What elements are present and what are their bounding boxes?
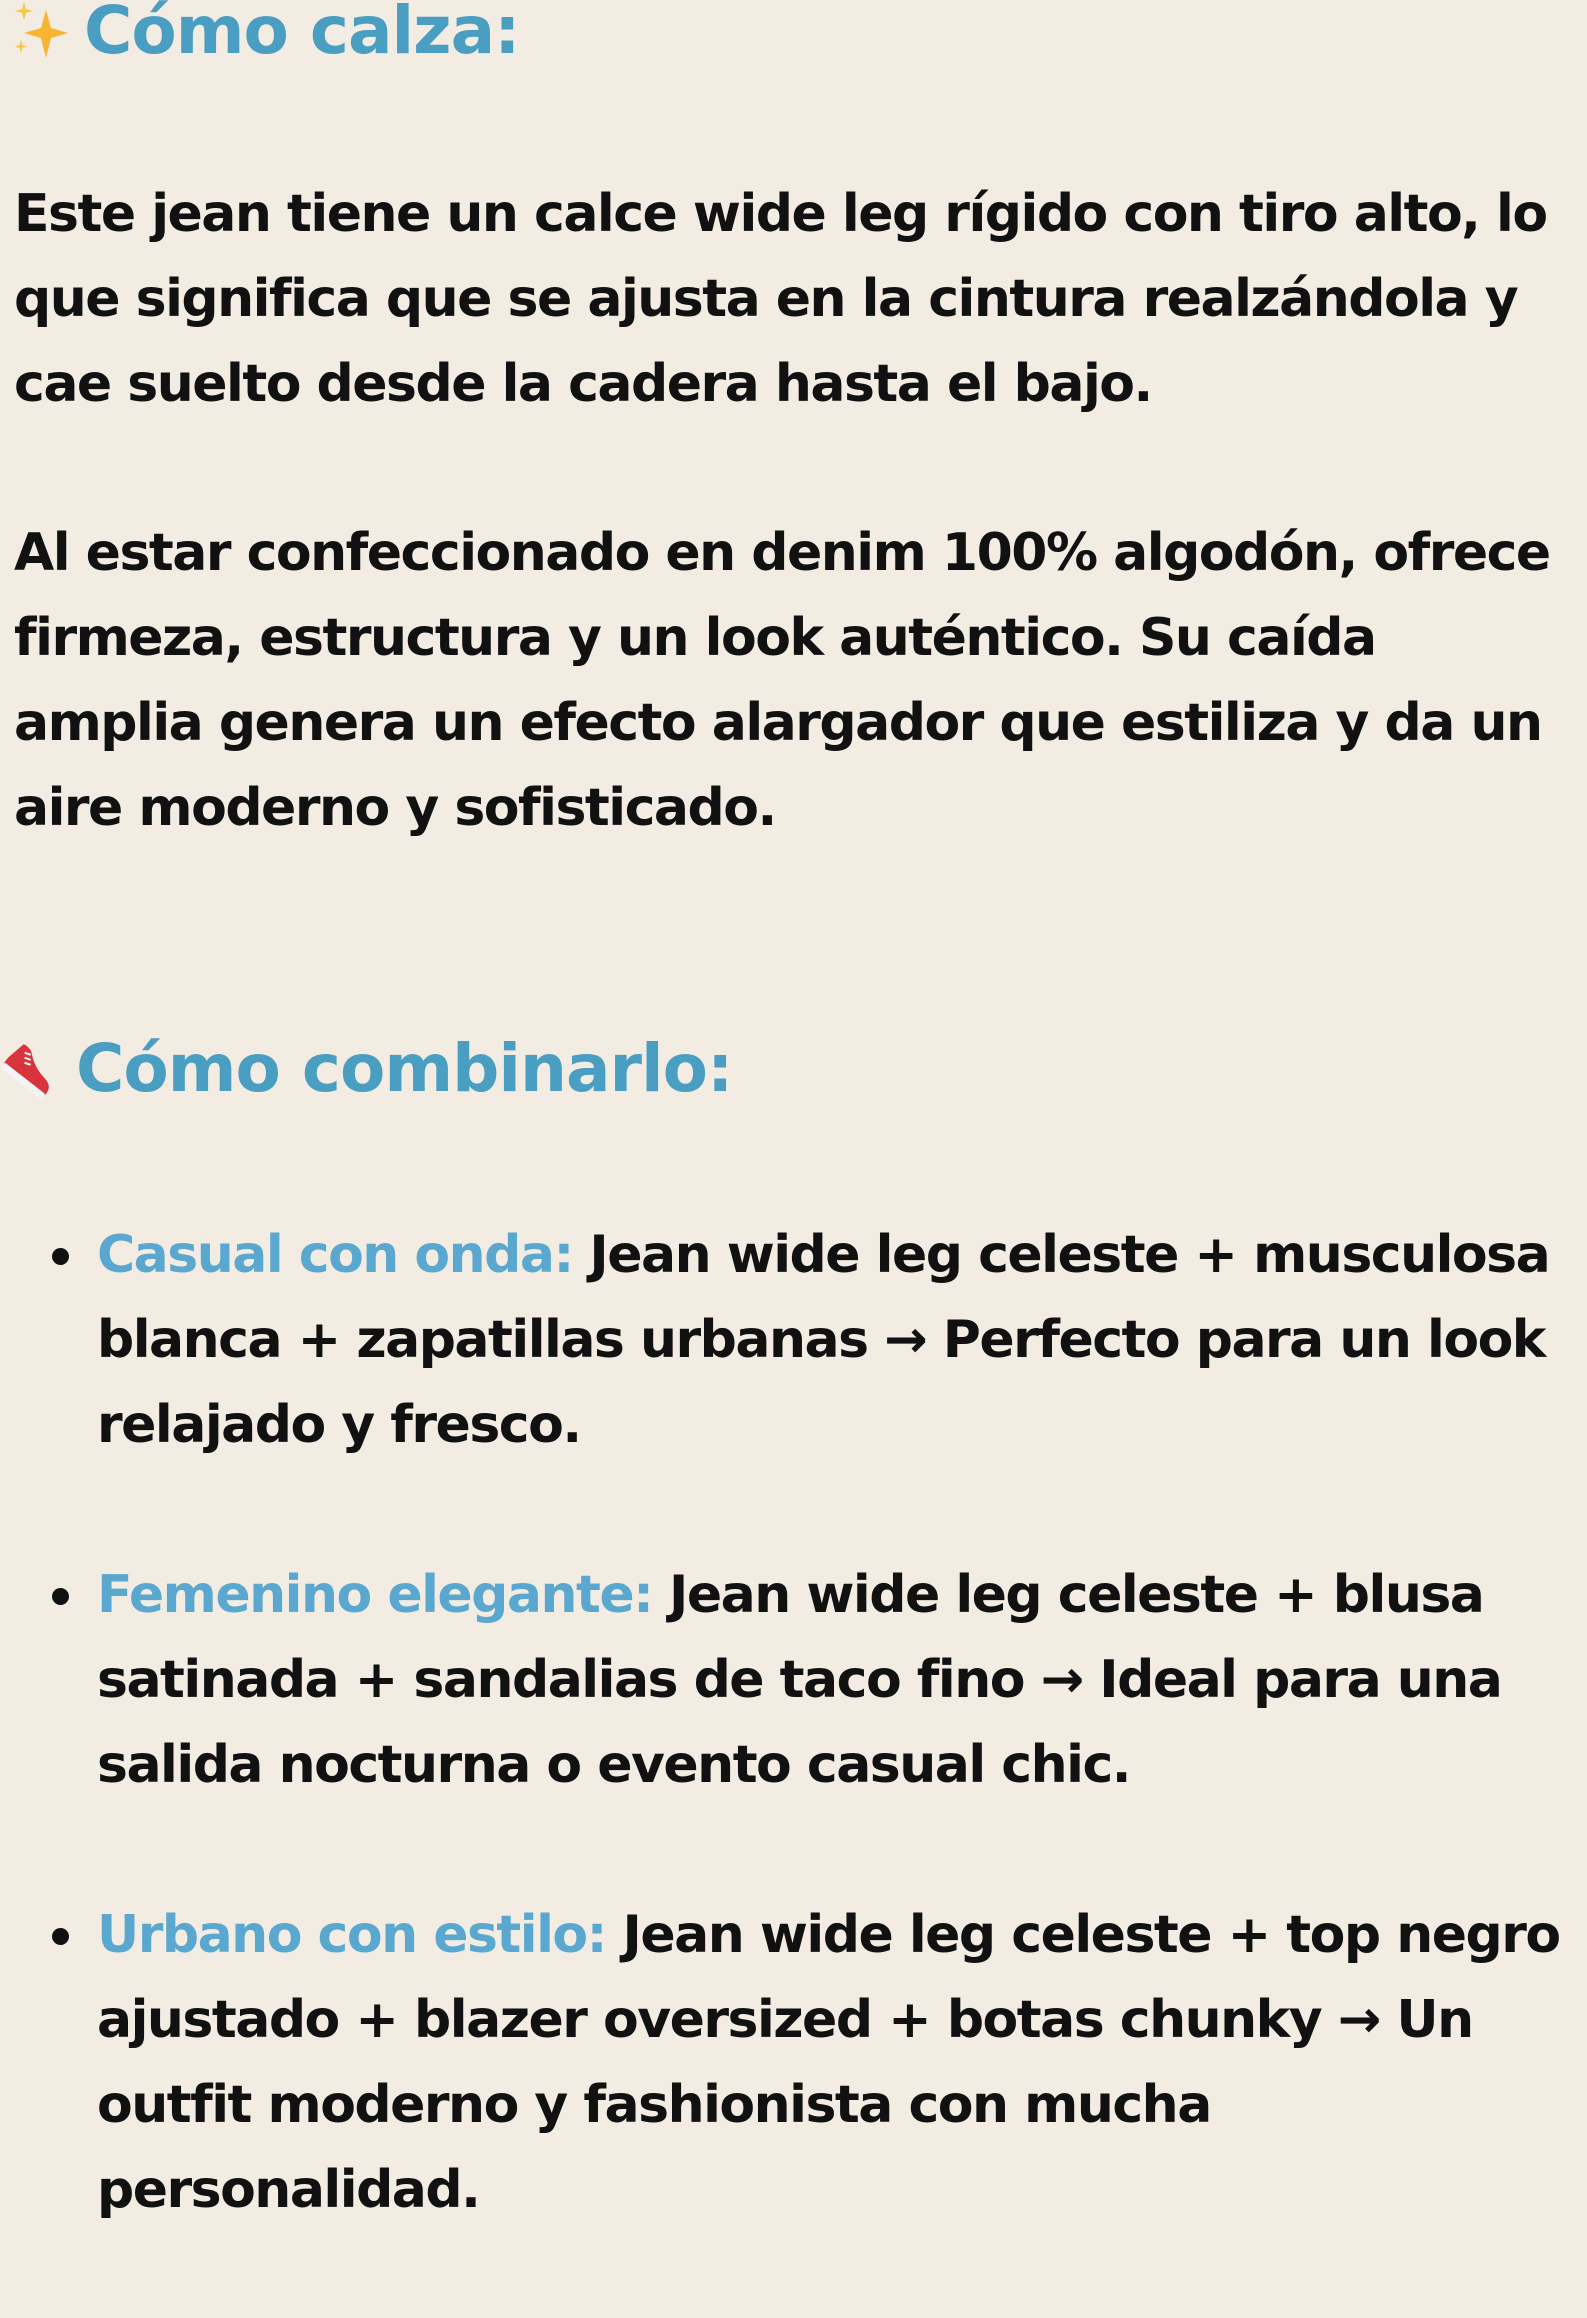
combination-list: [0, 1213, 1560, 2318]
bullet-icon: [52, 1588, 69, 1605]
sparkles-icon: [12, 0, 70, 62]
fit-paragraph-2: Al estar confeccionado en denim 100% algodón, ofrece firmeza, estructura y un look auténtico. Su caída amplia genera un efecto alargador que estiliza y da un aire moderno y sofisticado.: [14, 523, 1550, 838]
combination-item-femenino: [0, 1553, 1560, 1808]
combination-text: Jean wide leg celeste + musculosa blanca + zapatillas urbanas → Perfecto para un look relajado y fresco.: [97, 1225, 1550, 1455]
combination-text: Jean wide leg celeste + blusa satinada + sandalias de taco fino → Ideal para una salida nocturna o evento casual chic.: [97, 1565, 1502, 1795]
combination-text: Jean wide leg celeste + top negro ajustado + blazer oversized + botas chunky → Un outfit moderno y fashionista con mucha personalidad.: [97, 1905, 1560, 2220]
combination-label: Casual con onda:: [97, 1225, 573, 1285]
bullet-icon: [52, 1928, 69, 1945]
combination-label: Urbano con estilo:: [97, 1905, 606, 1965]
combination-item-casual: [0, 1213, 1560, 1468]
combine-section-title: Cómo combinarlo:: [76, 1030, 733, 1107]
combination-item-urbano: [0, 1893, 1560, 2233]
fit-section-heading: [12, 0, 520, 69]
combine-section-heading: [0, 1030, 732, 1107]
fit-section-title: Cómo calza:: [84, 0, 520, 69]
sneaker-icon: [0, 1036, 62, 1102]
fit-paragraph-1: Este jean tiene un calce wide leg rígido con tiro alto, lo que significa que se ajusta en la cintura realzándola y cae suelto desde la cadera hasta el bajo.: [14, 184, 1547, 414]
bullet-icon: [52, 1248, 69, 1265]
combination-label: Femenino elegante:: [97, 1565, 653, 1625]
